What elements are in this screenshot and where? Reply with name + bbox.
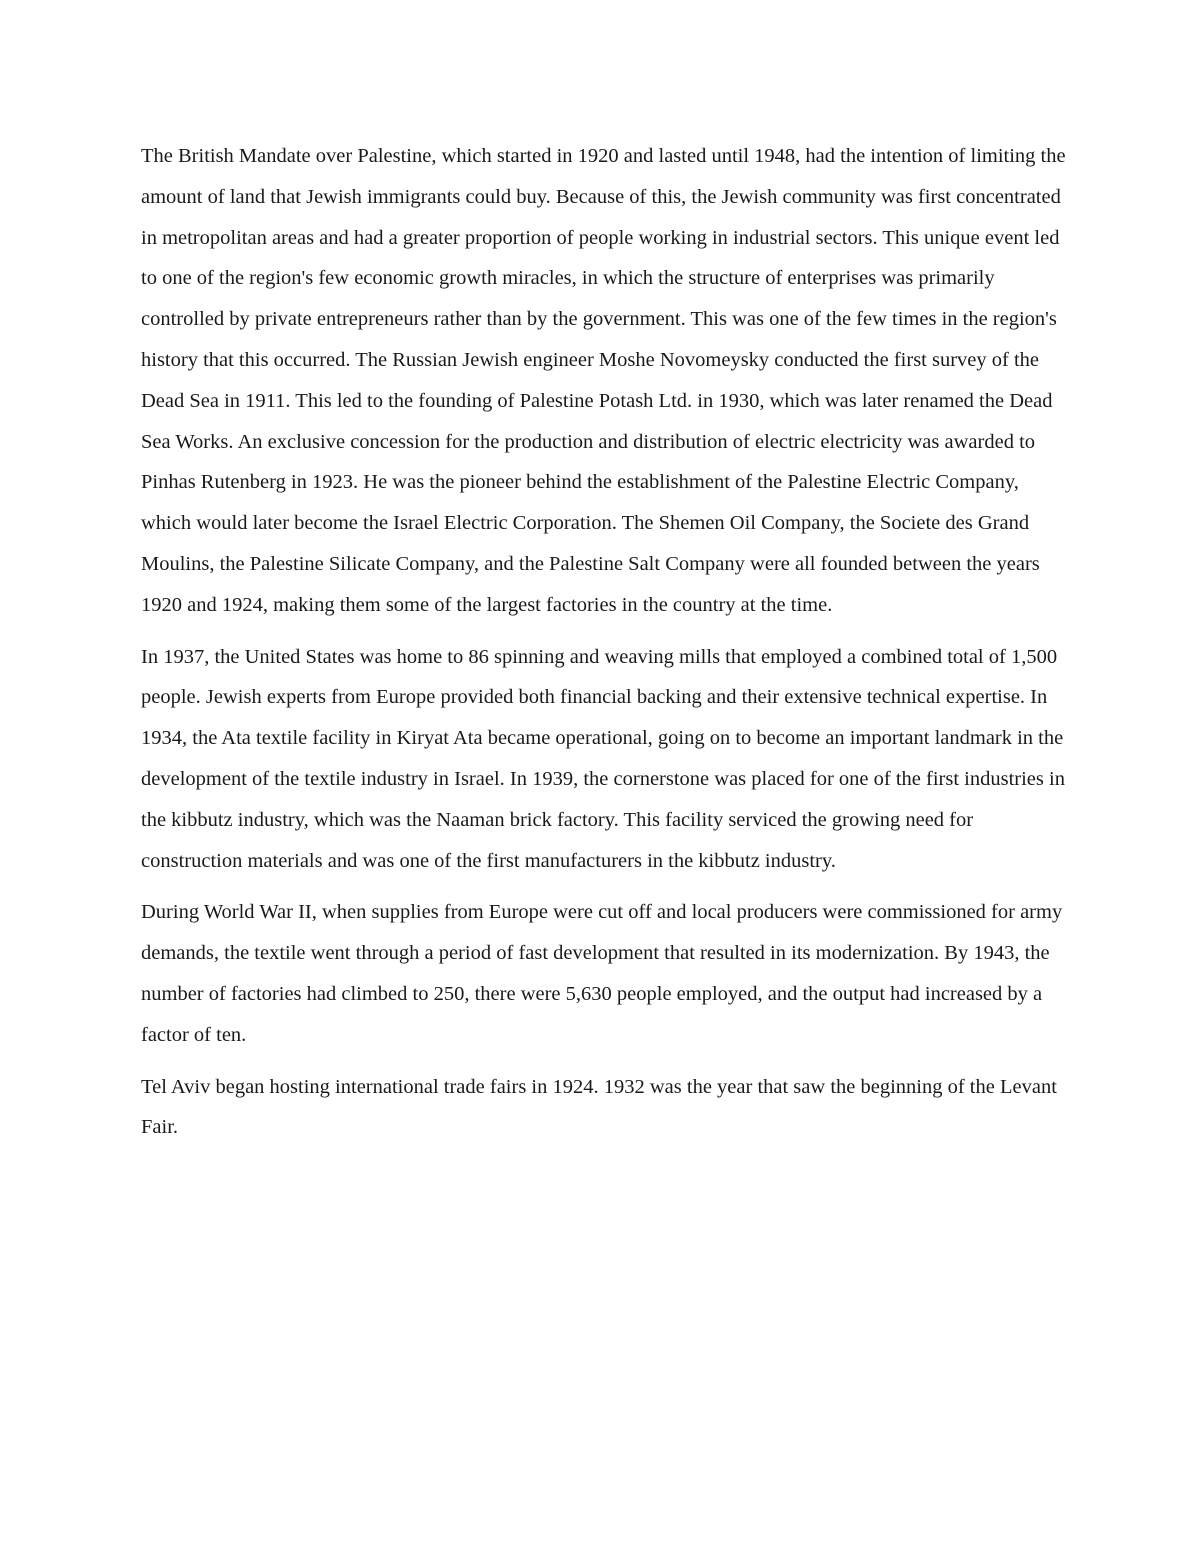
paragraph-textile-mills: In 1937, the United States was home to 86 spinning and weaving mills that employed a combined total of 1,500 people. Jewish experts from Europe provided both financial backing and their extensive technical expertise. In 1934, the Ata textile facility in Kiryat Ata became operational, going on to become an important landmark in the development of the textile industry in Israel. In 1939, the cornerstone was placed for one of the first industries in the kibbutz industry, which was the Naaman brick factory. This facility serviced the growing need for construction materials and was one of the first manufacturers in the kibbutz industry. (141, 645, 1065, 872)
paragraph-trade-fairs: Tel Aviv began hosting international trade fairs in 1924. 1932 was the year that saw the beginning of the Levant Fair. (141, 1075, 1057, 1139)
paragraph-british-mandate: The British Mandate over Palestine, which started in 1920 and lasted until 1948, had the intention of limiting the amount of land that Jewish immigrants could buy. Because of this, the Jewish community was first concentrated in metropolitan areas and had a greater proportion of people working in industrial sectors. This unique event led to one of the region's few economic growth miracles, in which the structure of enterprises was primarily controlled by private entrepreneurs rather than by the government. This was one of the few times in the region's history that this occurred. The Russian Jewish engineer Moshe Novomeysky conducted the first survey of the Dead Sea in 1911. This led to the founding of Palestine Potash Ltd. in 1930, which was later renamed the Dead Sea Works. An exclusive concession for the production and distribution of electric electricity was awarded to Pinhas Rutenberg in 1923. He was the pioneer behind the establishment of the Palestine Electric Company, which would later become the Israel Electric Corporation. The Shemen Oil Company, the Societe des Grand Moulins, the Palestine Silicate Company, and the Palestine Salt Company were all founded between the years 1920 and 1924, making them some of the largest factories in the country at the time. (141, 145, 1066, 616)
paragraph-world-war-ii: During World War II, when supplies from Europe were cut off and local producers were commissioned for army demands, the textile went through a period of fast development that resulted in its modernization. By 1943, the number of factories had climbed to 250, there were 5,630 people employed, and the output had increased by a factor of ten. (141, 901, 1063, 1046)
document-body (141, 136, 1071, 1159)
